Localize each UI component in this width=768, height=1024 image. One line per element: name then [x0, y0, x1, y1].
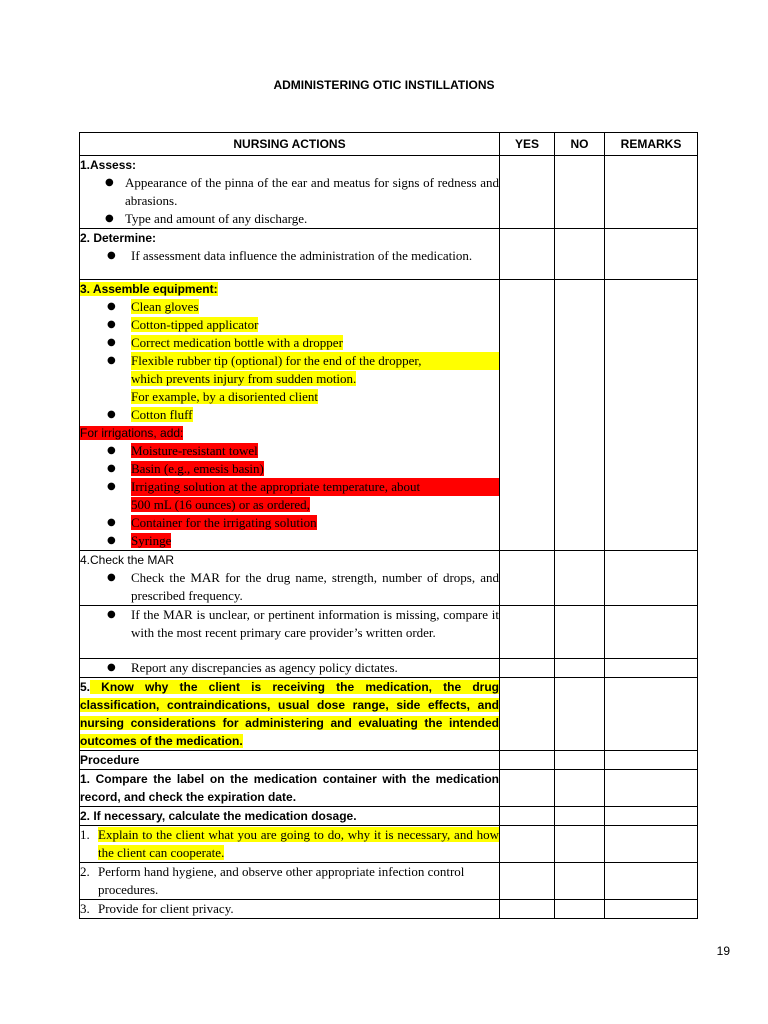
no-cell[interactable] — [555, 678, 605, 751]
equipment-item: ● Flexible rubber tip (optional) for the end of the dropper, which prevents injury from sudden motion. For example, by a disoriented client — [80, 352, 499, 406]
remarks-cell[interactable] — [605, 807, 698, 826]
assess-cell — [80, 156, 500, 229]
remarks-cell[interactable] — [605, 863, 698, 900]
yes-cell[interactable] — [500, 900, 555, 919]
procedure-step-cell — [80, 807, 500, 826]
step-number: 3. — [80, 901, 90, 916]
remarks-cell[interactable] — [605, 229, 698, 280]
table-row-numbered-step — [80, 826, 698, 863]
yes-cell[interactable] — [500, 229, 555, 280]
no-cell[interactable] — [555, 807, 605, 826]
table-row-procedure-step — [80, 770, 698, 807]
remarks-cell[interactable] — [605, 551, 698, 606]
yes-cell[interactable] — [500, 826, 555, 863]
procedure-step-cell — [80, 770, 500, 807]
no-cell[interactable] — [555, 229, 605, 280]
irrigation-item: ● Irrigating solution at the appropriate temperature, about 500 mL (16 ounces) or as ordered, — [80, 478, 499, 514]
yes-cell[interactable] — [500, 751, 555, 770]
irrigation-item: ● Syringe — [80, 532, 499, 550]
table-row-assess — [80, 156, 698, 229]
no-cell[interactable] — [555, 551, 605, 606]
remarks-cell[interactable] — [605, 156, 698, 229]
check-mar-item: ● Report any discrepancies as agency policy dictates. — [80, 659, 499, 677]
step-number: 2. — [80, 864, 90, 879]
remarks-cell[interactable] — [605, 280, 698, 551]
remarks-cell[interactable] — [605, 900, 698, 919]
check-mar-item: ● If the MAR is unclear, or pertinent information is missing, compare it with the most recent primary care provider’s written order. — [80, 606, 499, 642]
determine-item: ● If assessment data influence the administration of the medication. — [80, 247, 499, 265]
check-mar-cell — [80, 551, 500, 606]
yes-cell[interactable] — [500, 551, 555, 606]
irrigation-heading: For irrigations, add: — [80, 426, 184, 440]
determine-cell — [80, 229, 500, 280]
table-row-procedure-step — [80, 807, 698, 826]
irrigation-item: ● Moisture-resistant towel — [80, 442, 499, 460]
step-text: Perform hand hygiene, and observe other appropriate infection control procedures. — [98, 864, 465, 897]
procedure-heading: Procedure — [80, 753, 140, 767]
know-why-number: 5. — [80, 680, 91, 694]
no-cell[interactable] — [555, 606, 605, 659]
table-row-assemble — [80, 280, 698, 551]
irrigation-item: ● Basin (e.g., emesis basin) — [80, 460, 499, 478]
yes-cell[interactable] — [500, 280, 555, 551]
table-row-numbered-step — [80, 863, 698, 900]
equipment-item: ● Correct medication bottle with a dropper — [80, 334, 499, 352]
table-row-numbered-step — [80, 900, 698, 919]
numbered-step-cell — [80, 863, 500, 900]
header-row — [80, 133, 698, 156]
procedure-step-1: 1. Compare the label on the medication container with the medication record, and check the expiration date. — [80, 772, 499, 804]
step-number: 1. — [80, 827, 90, 842]
equipment-item: ● Cotton-tipped applicator — [80, 316, 499, 334]
header-yes: YES — [500, 133, 555, 156]
no-cell[interactable] — [555, 751, 605, 770]
table-row-check-mar-report — [80, 659, 698, 678]
assess-item: ● Type and amount of any discharge. — [80, 210, 499, 228]
remarks-cell[interactable] — [605, 678, 698, 751]
header-no: NO — [555, 133, 605, 156]
numbered-step-cell — [80, 900, 500, 919]
check-mar-unclear-cell — [80, 606, 500, 659]
assess-item: ● Appearance of the pinna of the ear and meatus for signs of redness and abrasions. — [80, 174, 499, 210]
page-number: 19 — [716, 944, 730, 958]
table-row-check-mar — [80, 551, 698, 606]
no-cell[interactable] — [555, 770, 605, 807]
remarks-cell[interactable] — [605, 826, 698, 863]
check-mar-report-cell — [80, 659, 500, 678]
procedure-step-2: 2. If necessary, calculate the medication dosage. — [80, 809, 357, 823]
page-title: ADMINISTERING OTIC INSTILLATIONS — [273, 78, 495, 92]
equipment-item: ● Clean gloves — [80, 298, 499, 316]
table-row-procedure — [80, 751, 698, 770]
table-row-know-why — [80, 678, 698, 751]
remarks-cell[interactable] — [605, 659, 698, 678]
yes-cell[interactable] — [500, 156, 555, 229]
check-mar-item: ● Check the MAR for the drug name, strength, number of drops, and prescribed frequency. — [80, 569, 499, 605]
assess-heading: 1.Assess: — [80, 158, 137, 172]
table-row-determine — [80, 229, 698, 280]
no-cell[interactable] — [555, 826, 605, 863]
procedure-heading-cell — [80, 751, 500, 770]
header-nursing-actions: NURSING ACTIONS — [80, 133, 500, 156]
know-why-cell — [80, 678, 500, 751]
no-cell[interactable] — [555, 900, 605, 919]
yes-cell[interactable] — [500, 606, 555, 659]
no-cell[interactable] — [555, 863, 605, 900]
no-cell[interactable] — [555, 156, 605, 229]
yes-cell[interactable] — [500, 678, 555, 751]
yes-cell[interactable] — [500, 770, 555, 807]
checklist-table — [79, 132, 698, 919]
yes-cell[interactable] — [500, 807, 555, 826]
step-text: Explain to the client what you are going to do, why it is necessary, and how the client can cooperate. — [98, 827, 499, 860]
yes-cell[interactable] — [500, 863, 555, 900]
table-row-check-mar-unclear — [80, 606, 698, 659]
remarks-cell[interactable] — [605, 770, 698, 807]
numbered-step-cell — [80, 826, 500, 863]
equipment-item: ● Cotton fluff — [80, 406, 499, 424]
remarks-cell[interactable] — [605, 606, 698, 659]
yes-cell[interactable] — [500, 659, 555, 678]
step-text: Provide for client privacy. — [98, 901, 234, 916]
no-cell[interactable] — [555, 659, 605, 678]
check-mar-heading: 4.Check the MAR — [80, 553, 175, 567]
remarks-cell[interactable] — [605, 751, 698, 770]
header-remarks: REMARKS — [605, 133, 698, 156]
no-cell[interactable] — [555, 280, 605, 551]
irrigation-item: ● Container for the irrigating solution — [80, 514, 499, 532]
determine-heading: 2. Determine: — [80, 231, 157, 245]
assemble-heading: 3. Assemble equipment: — [80, 282, 218, 296]
know-why-text: Know why the client is receiving the medication, the drug classification, contraindications, usual dose range, side effects, and nursing considerations for administering and evaluating the intended outcomes of the medication. — [80, 680, 499, 748]
assemble-cell — [80, 280, 500, 551]
